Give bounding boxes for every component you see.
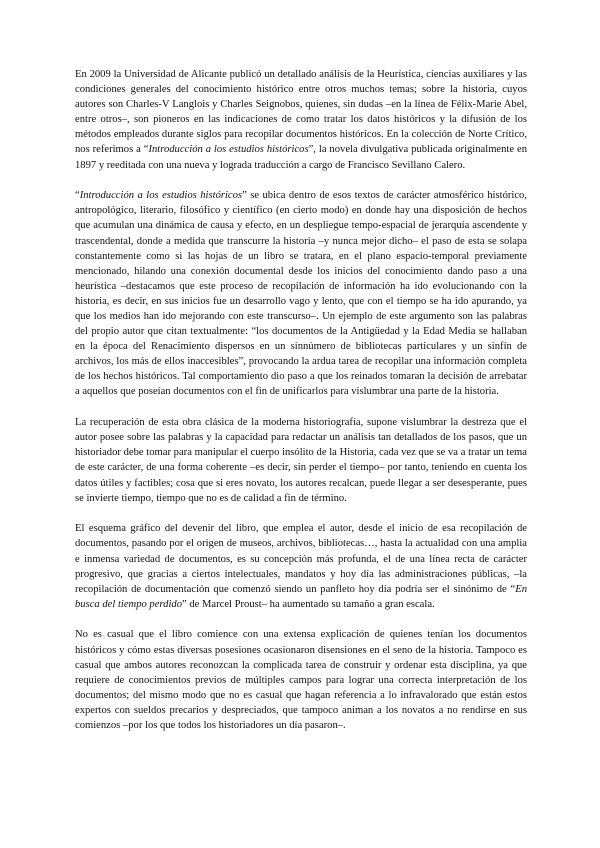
paragraph-4-text: El esquema gráfico del devenir del libro, que emplea el autor, desde el inicio de esa recopilación de documentos, pasando por el origen de museos, archivos, bibliotecas…, hasta la actualidad con una amplia e inmensa variedad de documentos, es su concepción más profunda, el de una línea recta de carácter progresivo, que gracias a ciertos intelectuales, mandatos y hoy día las administraciones públicas, –la recopilación de documentación que comenzó siendo un panfleto hoy día podría ser el sinónimo de “	[75, 523, 527, 595]
paragraph-1-text: En 2009 la Universidad de Alicante publicó un detallado análisis de la Heurística, ciencias auxiliares y las condiciones generales del conocimiento histórico entre otros muchos temas; sobre la historia, cuyos autores son Charles-V Langlois y Charles Seignobos, quienes, sin dudas –en la línea de Félix-Marie Abel, entre otros–, son pioneros en las indicaciones de como tratar los datos históricos y la difusión de los métodos empleados durante siglos para recopilar documentos históricos. En la colección de Norte Crítico, nos referimos a “	[75, 69, 527, 156]
paragraph-2	[75, 188, 527, 399]
paragraph-4-text-end: ” de Marcel Proust– ha aumentado su tamaño a gran escala.	[182, 598, 435, 610]
paragraph-3-text: La recuperación de esta obra clásica de la moderna historiografía, supone vislumbrar la destreza que el autor posee sobre las palabras y la capacidad para redactar un análisis tan detallados de los pasos, que un historiador debe tomar para manipular el cuerpo insólito de la Historia, cada vez que se va a tratar un tema de este carácter, de una forma coherente –es decir, sin perder el tiempo– por tanto, teniendo en cuenta los datos útiles y factibles; cosa que si eres novato, los autores recalcan, puede llegar a ser desesperante, pues se invierte tiempo, tiempo que no es de calidad a fin de término.	[75, 417, 527, 504]
paragraph-5	[75, 627, 527, 733]
paragraph-3	[75, 415, 527, 506]
book-title-italic: Introducción a los estudios históricos	[79, 190, 243, 202]
paragraph-2-text: ” se ubica dentro de esos textos de carácter atmosférico histórico, antropológico, literario, filosófico y científico (en cierto modo) en donde hay una disposición de hechos que acumulan una dinámica de causa y efecto, en un despliegue tempo-espacial de jerarquía ascendente y trascendental, donde a medida que transcurre la historia –y nunca mejor dicho– el paso de esta se solapa constantemente como si las hojas de un libro se tratara, en el plano espacio-temporal previamente mencionado, hilando una conexión documental desde los inicios del conocimiento dando paso a una heurística –destacamos que este proceso de recopilación de información ha ido evolucionando con la historia, es decir, en sus inicios fue un desarrollo vago y lento, que con el tiempo se ha ido apurando, ya que los medios han ido mejorando con este transcurso–. Un ejemplo de este argumento son las palabras del propio autor que citan textualmente: “los documentos de la Antigüedad y la Edad Media se hallaban en la época del Renacimiento dispersos en un sinnúmero de bibliotecas particulares y un sinfín de archivos, los más de ellos inaccesibles”, provocando la ardua tarea de recopilar una información completa de los hechos históricos. Tal comportamiento dio paso a que los reinados tomaran la decisión de arrebatar a aquellos que poseían documentos con el fin de unificarlos para vislumbrar una parte de la historia.	[75, 190, 527, 398]
paragraph-5-text: No es casual que el libro comience con una extensa explicación de quienes tenían los documentos históricos y cómo estas diversas posesiones ocasionaron disensiones en el seno de la historia. Tampoco es casual que ambos autores reconozcan la complicada tarea de construir y ordenar esta disciplina, ya que requiere de conocimientos previos de múltiples campos para lograr una correcta interpretación de los documentos; del mismo modo que no es casual que hagan referencia a lo infravalorado que están estos expertos con sueldos precarios y despreciados, que tampoco animan a los novatos a no rendirse en sus comienzos –por los que todos los historiadores un día pasaron–.	[75, 629, 527, 732]
paragraph-2-open-quote: “	[75, 190, 80, 202]
paragraph-1	[75, 67, 527, 173]
paragraph-1-text-end: ”, la novela divulgativa publicada originalmente en 1897 y reeditada con una nueva y lograda traducción a cargo de Francisco Sevillano Calero.	[75, 144, 527, 171]
document-page	[75, 67, 527, 749]
book-title-italic: Introducción a los estudios históricos	[148, 144, 309, 156]
proust-title-italic: En busca del tiempo perdido	[75, 583, 527, 610]
paragraph-4	[75, 521, 527, 612]
